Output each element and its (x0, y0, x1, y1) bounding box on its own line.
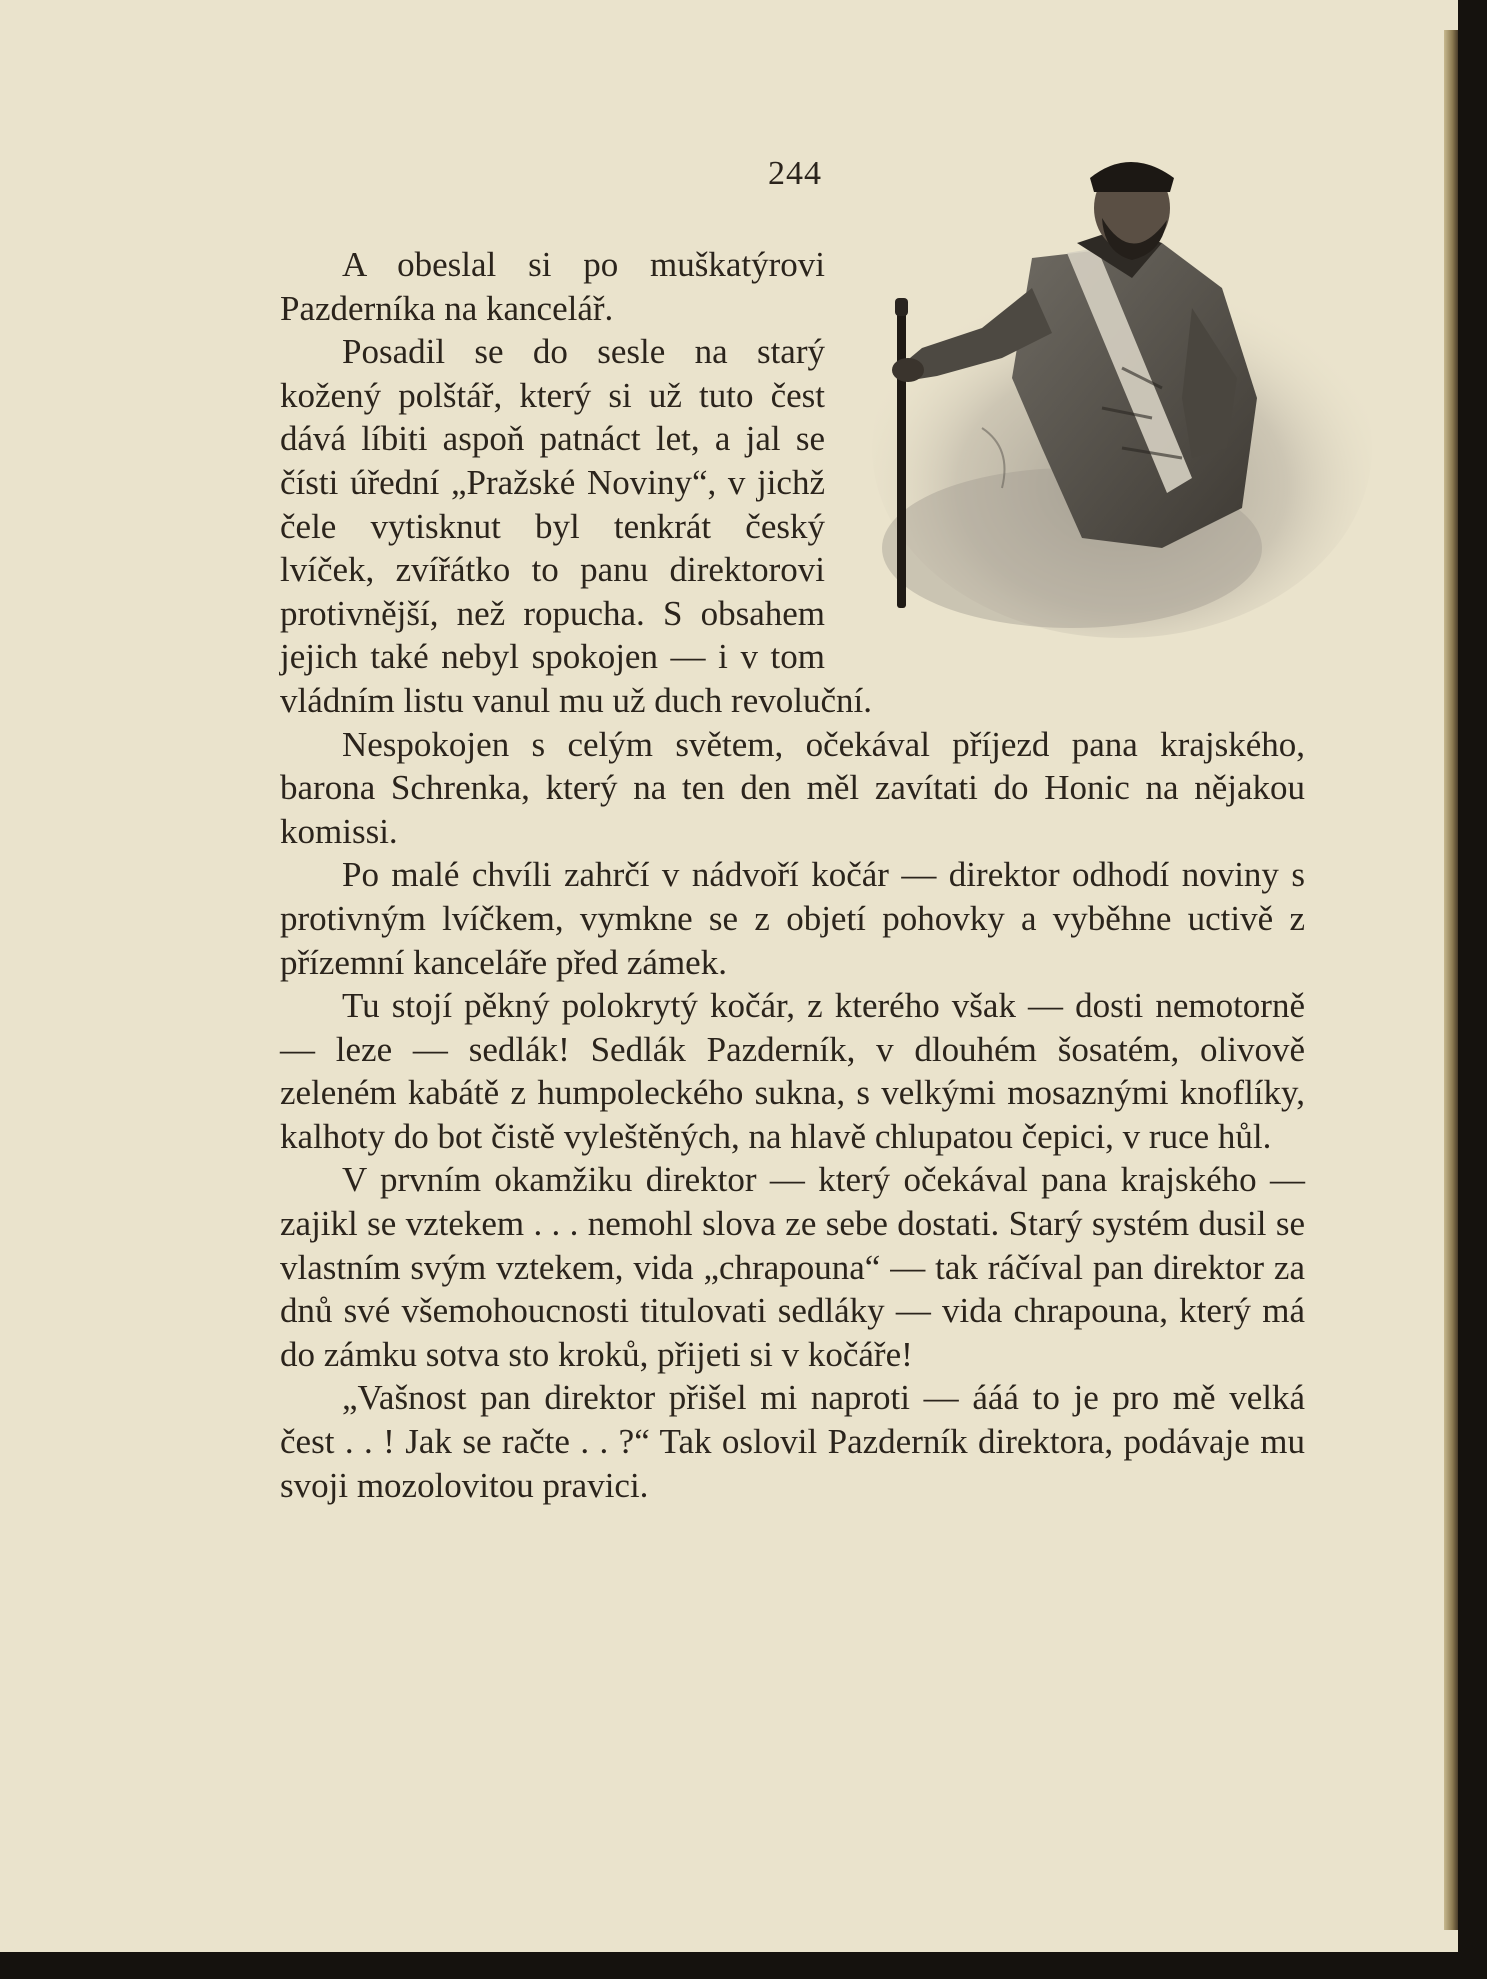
paragraph-2: Posadil se do sesle na starý kožený polštář, který si už tuto čest dává líbiti aspoň patnáct let, a jal se čísti úřední „Pražské Noviny“, v jichž čele vytisknut byl tenkrát český lvíček, zvířátko to panu direktorovi protivnější, než ropucha. S obsahem jejich také nebyl spokojen — i v tom vládním listu vanul mu už duch revoluční. (280, 332, 872, 720)
page-number: 244 (768, 155, 822, 192)
paragraph-7: „Vašnost pan direktor přišel mi naproti — ááá to je pro mě velká čest . . ! Jak se račte . . ?“ Tak oslovil Pazderník direktora, podávaje mu svoji mozolovitou pravici. (280, 1378, 1305, 1505)
book-spine-edge (1444, 30, 1458, 1930)
paragraph-1: A obeslal si po muškatýrovi Pazderníka na kancelář. (280, 245, 825, 328)
paragraph-6: V prvním okamžiku direktor — který očekával pana krajského — zajikl se vztekem . . . nemohl slova ze sebe dostati. Starý systém dusil se vlastním svým vztekem, vida „chrapouna“ — tak ráčíval pan direktor za dnů své všemohoucnosti titulovati sedláky — vida chrapouna, který má do zámku sotva sto kroků, přijeti si v kočáře! (280, 1160, 1305, 1374)
body-text (280, 243, 1305, 1507)
paragraph-4: Po malé chvíli zahrčí v nádvoří kočár — direktor odhodí noviny s protivným lvíčkem, vymkne se z objetí pohovky a vyběhne uctivě z přízemní kanceláře před zámek. (280, 855, 1305, 982)
paragraph-3: Nespokojen s celým světem, očekával příjezd pana krajského, barona Schrenka, který na ten den měl zavítati do Honic na nějakou komissi. (280, 724, 1305, 851)
illustration-spacer (825, 243, 1305, 668)
paragraph-5: Tu stojí pěkný polokrytý kočár, z kterého však — dosti nemotorně — leze — sedlák! Sedlák Pazderník, v dlouhém šosatém, olivově zeleném kabátě z humpoleckého sukna, s velkými mosaznými knoflíky, kalhoty do bot čistě vyleštěných, na hlavě chlupatou čepici, v ruce hůl. (280, 986, 1305, 1156)
